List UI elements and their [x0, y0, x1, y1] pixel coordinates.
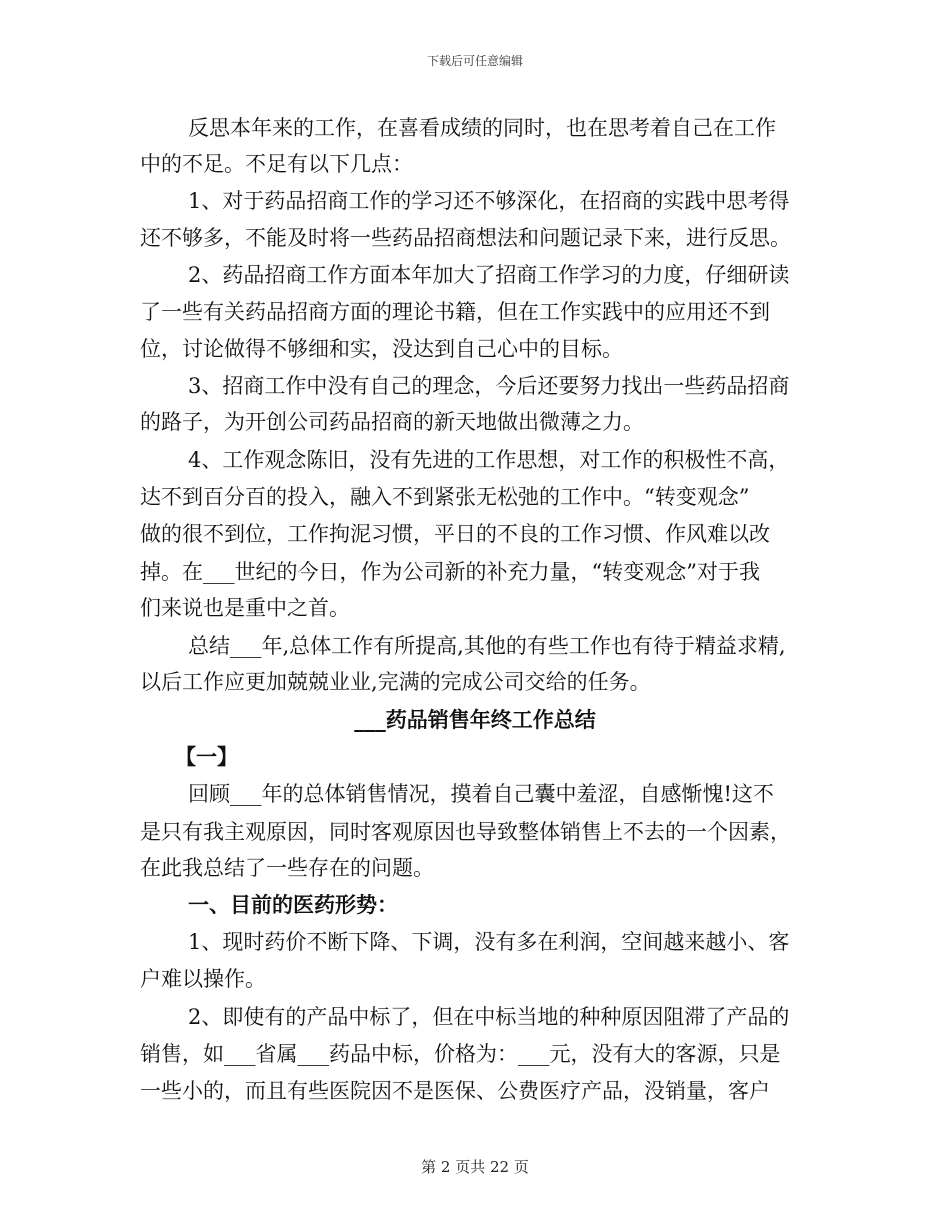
paragraph-line: 的路子，为开创公司药品招商的新天地做出微薄之力。: [140, 410, 644, 434]
paragraph-line: 户难以操作。: [140, 967, 266, 991]
paragraph-line: 在此我总结了一些存在的问题。: [140, 856, 434, 880]
paragraph-line: 达不到百分百的投入，融入不到紧张无松弛的工作中。“转变观念”: [140, 485, 750, 509]
paragraph-line: 回顾___年的总体销售情况，摸着自己囊中羞涩，自感惭愧!这不: [188, 782, 774, 806]
paragraph-line: 4、工作观念陈旧，没有先进的工作思想，对工作的积极性不高，: [188, 448, 790, 472]
paragraph-line: 1、对于药品招商工作的学习还不够深化，在招商的实践中思考得: [188, 189, 790, 213]
paragraph-line: 销售，如___省属___药品中标，价格为：___元，没有大的客源，只是: [140, 1042, 781, 1066]
paragraph-line: 总结___年,总体工作有所提高,其他的有些工作也有待于精益求精,: [188, 634, 786, 658]
paragraph-line: 以后工作应更加兢兢业业,完满的完成公司交给的任务。: [140, 670, 651, 694]
subsection-heading: 一、目前的医药形势：: [188, 892, 398, 917]
paragraph-line: 反思本年来的工作，在喜看成绩的同时，也在思考着自己在工作: [188, 116, 776, 140]
paragraph-line: 1、现时药价不断下降、下调，没有多在利润，空间越来越小、客: [188, 930, 790, 954]
paragraph-line: 还不够多，不能及时将一些药品招商想法和问题记录下来，进行反思。: [140, 226, 791, 250]
paragraph-line: 2、药品招商工作方面本年加大了招商工作学习的力度，仔细研读: [188, 263, 790, 287]
paragraph-line: 做的很不到位，工作拘泥习惯，平日的不良的工作习惯、作风难以改: [140, 522, 770, 546]
paragraph-line: 中的不足。不足有以下几点：: [140, 152, 413, 176]
paragraph-line: 掉。在___世纪的今日，作为公司新的补充力量，“转变观念”对于我: [140, 560, 760, 584]
page-header: 下载后可任意编辑: [426, 54, 523, 68]
paragraph-line: 了一些有关药品招商方面的理论书籍，但在工作实践中的应用还不到: [140, 300, 770, 324]
page-footer: 第 2 页共 22 页: [421, 1158, 529, 1176]
paragraph-line: 是只有我主观原因，同时客观原因也导致整体销售上不去的一个因素，: [140, 820, 791, 844]
section-title: ___药品销售年终工作总结: [354, 707, 596, 732]
paragraph-line: 一些小的，而且有些医院因不是医保、公费医疗产品，没销量，客户: [140, 1079, 770, 1103]
paragraph-line: 3、招商工作中没有自己的理念，今后还要努力找出一些药品招商: [188, 374, 790, 398]
paragraph-line: 位，讨论做得不够细和实，没达到自己心中的目标。: [140, 337, 623, 361]
subsection-heading: 【一】: [175, 744, 238, 769]
paragraph-line: 2、即使有的产品中标了，但在中标当地的种种原因阻滞了产品的: [188, 1005, 790, 1029]
paragraph-line: 们来说也是重中之首。: [140, 596, 350, 620]
